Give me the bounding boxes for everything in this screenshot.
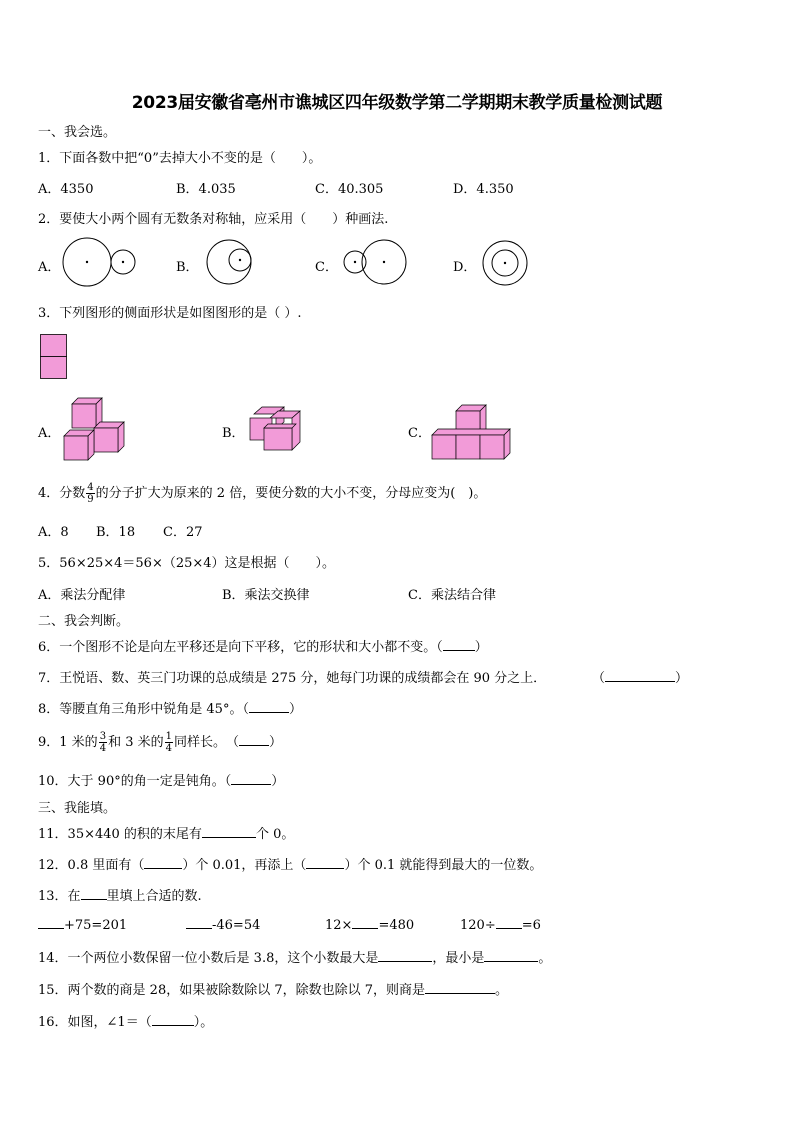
q13-item-4-pre: 120÷	[460, 918, 496, 933]
question-9	[38, 731, 282, 754]
q12-text-pre: 12．0.8 里面有（	[38, 858, 145, 873]
q1-option-b: B．4.035	[176, 182, 236, 197]
q10-text: 10．大于 90°的角一定是钝角。（	[38, 774, 232, 789]
q14-text-post: 。	[538, 951, 552, 966]
q13-item-2-post: -46=54	[212, 918, 261, 933]
question-5: 5．56×25×4＝56×（25×4）这是根据（ ）。	[38, 556, 336, 571]
q10-answer-blank[interactable]	[231, 772, 271, 785]
q8-close: ）	[288, 702, 302, 717]
q9-text-pre: 9．1 米的	[38, 735, 98, 750]
q2-figure-a	[60, 235, 140, 291]
q6-close: ）	[474, 640, 488, 655]
q7-open: （	[592, 671, 606, 686]
q13-instruction-blank	[81, 887, 107, 900]
q9-close: ）	[269, 735, 283, 750]
q12-answer-blank-2[interactable]	[306, 856, 344, 869]
q5-option-b: B．乘法交换律	[222, 588, 310, 603]
q3-option-a: A．	[38, 426, 61, 441]
q13-item-1-post: +75=201	[64, 918, 128, 933]
q12-text-mid: ）个 0.01，再添上（	[182, 858, 307, 873]
q14-text-pre: 14．一个两位小数保留一位小数后是 3.8，这个小数最大是	[38, 951, 379, 966]
q3-side-view-figure	[40, 334, 70, 382]
q1-option-d: D．4.350	[453, 182, 514, 197]
q11-text-pre: 11．35×440 的积的末尾有	[38, 827, 202, 842]
q7-answer	[592, 667, 688, 686]
q4-text-pre: 4．分数	[38, 486, 86, 501]
q7-text: 7．王悦语、数、英三门功课的总成绩是 275 分，她每门功课的成绩都会在 90 分之上．	[38, 671, 547, 686]
q16-text-post: ）。	[193, 1015, 214, 1030]
q13-item-1	[38, 916, 127, 933]
question-3: 3．下列图形的侧面形状是如图图形的是（ ）.	[38, 306, 302, 321]
q14-answer-blank-2[interactable]	[484, 949, 538, 962]
q8-text: 8．等腰直角三角形中锐角是 45°。（	[38, 702, 249, 717]
question-8	[38, 698, 302, 717]
section-heading-choose: 一、我会选。	[38, 125, 117, 140]
q13-text-pre: 13．在	[38, 889, 81, 904]
question-16	[38, 1011, 213, 1030]
q13-item-3	[325, 916, 414, 933]
q6-text: 6．一个图形不论是向左平移还是向下平移，它的形状和大小都不变。（	[38, 640, 443, 655]
question-10	[38, 770, 284, 789]
q3-option-b: B．	[222, 426, 245, 441]
q13-item-2	[186, 916, 260, 933]
q3-cubes-c	[432, 402, 514, 460]
q16-answer-blank[interactable]	[152, 1013, 194, 1026]
q7-answer-blank[interactable]	[605, 669, 675, 682]
q2-figure-b	[204, 237, 264, 289]
question-2: 2．要使大小两个圆有无数条对称轴，应采用（ ）种画法.	[38, 212, 389, 227]
question-4	[38, 482, 486, 505]
q9-answer-blank[interactable]	[239, 733, 269, 746]
q13-item-3-pre: 12×	[325, 918, 353, 933]
q15-answer-blank[interactable]	[425, 981, 495, 994]
q4-fraction-denominator: 9	[87, 494, 94, 505]
q3-cubes-b	[246, 404, 306, 454]
q2-figure-d	[480, 238, 532, 290]
q5-option-c: C．乘法结合律	[408, 588, 496, 603]
q15-text-pre: 15．两个数的商是 28，如果被除数除以 7，除数也除以 7，则商是	[38, 983, 426, 998]
question-11	[38, 823, 294, 842]
q8-answer-blank[interactable]	[249, 700, 289, 713]
q9-text-mid: 和 3 米的	[108, 735, 164, 750]
q9-fraction-2-denominator: 4	[165, 743, 172, 754]
q7-close: ）	[675, 671, 689, 686]
q9-fraction-1-numerator: 3	[99, 731, 107, 742]
question-15	[38, 979, 508, 998]
page-title: 2023届安徽省亳州市谯城区四年级数学第二学期期末教学质量检测试题	[131, 93, 663, 113]
q13-item-4-post: =6	[521, 918, 541, 933]
q13-item-4	[460, 916, 541, 933]
q4-option-b: B．18	[96, 525, 136, 540]
q4-option-c: C．27	[163, 525, 203, 540]
q13-item-1-blank[interactable]	[38, 916, 64, 929]
q13-item-3-blank[interactable]	[352, 916, 378, 929]
q13-item-4-blank[interactable]	[496, 916, 522, 929]
q4-text-post: 的分子扩大为原来的 2 倍，要使分数的大小不变，分母应变为( )。	[95, 486, 487, 501]
section-heading-fill: 三、我能填。	[38, 801, 117, 816]
q10-close: ）	[271, 774, 285, 789]
q4-fraction-numerator: 4	[87, 482, 94, 493]
q4-fraction	[86, 482, 94, 505]
q16-text-pre: 16．如图，∠1＝（	[38, 1015, 152, 1030]
q3-option-c: C．	[408, 426, 431, 441]
q6-answer-blank[interactable]	[443, 638, 475, 651]
question-12	[38, 854, 542, 873]
q11-answer-blank[interactable]	[202, 825, 256, 838]
q5-option-a: A．乘法分配律	[38, 588, 126, 603]
q14-answer-blank-1[interactable]	[378, 949, 432, 962]
q15-text-post: 。	[495, 983, 509, 998]
q1-option-a: A．4350	[38, 182, 94, 197]
question-6	[38, 636, 488, 655]
q9-text-post: 同样长。 （	[173, 735, 239, 750]
q13-text-post: 里填上合适的数.	[106, 889, 202, 904]
q12-answer-blank-1[interactable]	[144, 856, 182, 869]
question-14	[38, 947, 551, 966]
q14-text-mid: ，最小是	[432, 951, 485, 966]
q2-option-b: B．	[176, 260, 199, 275]
question-1: 1．下面各数中把“0”去掉大小不变的是（ ）。	[38, 151, 322, 166]
question-13	[38, 885, 202, 904]
q13-item-2-blank[interactable]	[186, 916, 212, 929]
q9-fraction-2	[165, 731, 173, 754]
q2-figure-c	[340, 237, 412, 289]
q12-text-post: ）个 0.1 就能得到最大的一位数。	[344, 858, 543, 873]
q9-fraction-1	[99, 731, 107, 754]
q4-option-a: A．8	[38, 525, 69, 540]
section-heading-judge: 二、我会判断。	[38, 614, 130, 629]
question-7	[38, 667, 546, 686]
q9-fraction-1-denominator: 4	[99, 743, 107, 754]
q3-cubes-a	[60, 396, 130, 462]
q11-text-post: 个 0。	[255, 827, 295, 842]
q13-item-3-post: =480	[378, 918, 415, 933]
q9-fraction-2-numerator: 1	[165, 731, 172, 742]
q1-option-c: C．40.305	[315, 182, 384, 197]
q2-option-a: A．	[38, 260, 61, 275]
q2-option-c: C．	[315, 260, 338, 275]
q2-option-d: D．	[453, 260, 477, 275]
